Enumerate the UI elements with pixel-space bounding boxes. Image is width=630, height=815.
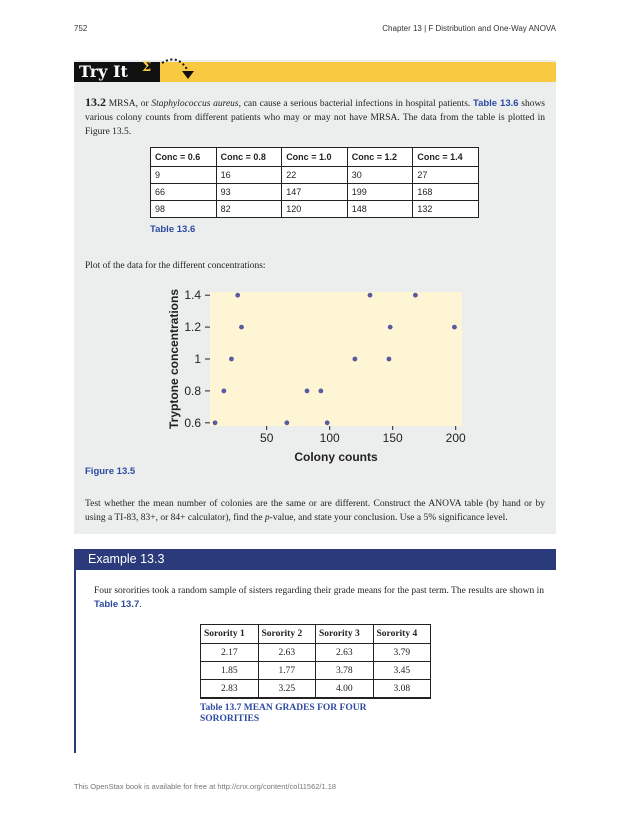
table-cell: 2.83 xyxy=(201,680,259,699)
table-cell: 120 xyxy=(282,201,348,218)
data-point xyxy=(452,325,457,330)
table-cell: 30 xyxy=(347,167,413,184)
exercise-italic: Staphylococcus aureus xyxy=(151,99,239,109)
table-row xyxy=(151,184,479,201)
data-point xyxy=(353,357,358,362)
example-text xyxy=(94,584,544,612)
data-point xyxy=(305,389,310,394)
footer-text: This OpenStax book is available for free at http://cnx.org/content/col11562/1.18 xyxy=(74,782,337,791)
table-cell: 168 xyxy=(413,184,479,201)
table-cell: 1.85 xyxy=(201,662,259,680)
x-tick-label: 150 xyxy=(382,431,403,445)
table-cell: 1.77 xyxy=(258,662,316,680)
data-point xyxy=(239,325,244,330)
table-13-7-link[interactable]: Table 13.7 xyxy=(94,599,140,610)
x-tick-label: 100 xyxy=(319,431,340,445)
table-cell: 3.08 xyxy=(373,680,431,699)
data-point xyxy=(235,293,240,298)
table-cell: 93 xyxy=(216,184,282,201)
table-13-6-caption: Table 13.6 xyxy=(150,224,196,235)
concentration-table xyxy=(150,147,479,218)
example-text-2: . xyxy=(139,600,142,610)
data-point xyxy=(388,325,393,330)
data-point xyxy=(221,389,226,394)
plot-area xyxy=(210,292,462,426)
table-cell: 2.63 xyxy=(316,644,374,662)
instructions-text-1: Test whether the mean number of colonies are the same or are different. Construct the ANOVA table (by hand or by using a TI-83, 83+, or 84+ calculator), find the xyxy=(85,499,545,523)
data-point xyxy=(213,420,218,425)
instructions-text-2: -value, and state your conclusion. Use a 5% significance level. xyxy=(269,513,508,523)
data-point xyxy=(284,420,289,425)
y-tick-label: 0.6 xyxy=(184,415,201,430)
table-cell: 132 xyxy=(413,201,479,218)
y-tick-label: 1.4 xyxy=(184,288,201,303)
exercise-text-1: MRSA, or xyxy=(106,99,152,109)
exercise-text xyxy=(85,95,545,139)
header-cell: Conc = 1.4 xyxy=(413,148,479,167)
figure-13-5-caption: Figure 13.5 xyxy=(85,466,136,477)
header-cell: Sorority 2 xyxy=(258,625,316,644)
header-cell: Sorority 4 xyxy=(373,625,431,644)
header-cell: Sorority 1 xyxy=(201,625,259,644)
scatter-chart xyxy=(160,282,470,467)
example-side-rule xyxy=(74,570,76,753)
table-cell: 66 xyxy=(151,184,217,201)
header-cell: Conc = 0.6 xyxy=(151,148,217,167)
example-title: Example 13.3 xyxy=(88,552,165,566)
exercise-number: 13.2 xyxy=(85,95,106,109)
exercise-text-2: , can cause a serious bacterial infections in hospital patients. xyxy=(238,99,473,109)
x-tick-label: 50 xyxy=(260,431,274,445)
sigma-icon: Σ xyxy=(142,60,152,75)
y-axis-label: Tryptone concentrations xyxy=(167,288,181,430)
x-tick-label: 200 xyxy=(445,431,466,445)
table-row xyxy=(151,201,479,218)
table-13-7-caption: Table 13.7 MEAN GRADES FOR FOUR SORORITIES xyxy=(200,703,367,724)
example-text-1: Four sororities took a random sample of sisters regarding their grade means for the past term. The results are shown in xyxy=(94,586,544,596)
header-cell: Conc = 1.2 xyxy=(347,148,413,167)
table-header-row xyxy=(201,625,431,644)
header-cell: Conc = 1.0 xyxy=(282,148,348,167)
table-cell: 27 xyxy=(413,167,479,184)
table-cell: 147 xyxy=(282,184,348,201)
dotted-arrow-icon xyxy=(160,55,200,81)
table-cell: 2.63 xyxy=(258,644,316,662)
y-tick-label: 1 xyxy=(194,352,201,366)
table-cell: 98 xyxy=(151,201,217,218)
table-cell: 3.79 xyxy=(373,644,431,662)
table-row xyxy=(201,680,431,699)
data-point xyxy=(368,293,373,298)
data-point xyxy=(325,420,330,425)
exercise-text-3: shows various colony counts from different patients who may or may not have MRSA. The data from the table is plotted in Figure 13.5. xyxy=(85,99,546,137)
table-header-row xyxy=(151,148,479,167)
table-cell: 148 xyxy=(347,201,413,218)
table-row xyxy=(201,644,431,662)
instructions-text xyxy=(85,497,545,525)
y-tick-label: 0.8 xyxy=(184,383,201,398)
header-cell: Sorority 3 xyxy=(316,625,374,644)
table-row xyxy=(151,167,479,184)
data-point xyxy=(387,357,392,362)
x-axis-label: Colony counts xyxy=(294,450,378,464)
data-point xyxy=(413,293,418,298)
table-cell: 199 xyxy=(347,184,413,201)
data-point xyxy=(229,357,234,362)
table-cell: 16 xyxy=(216,167,282,184)
table-cell: 9 xyxy=(151,167,217,184)
table-cell: 82 xyxy=(216,201,282,218)
table-cell: 2.17 xyxy=(201,644,259,662)
header-cell: Conc = 0.8 xyxy=(216,148,282,167)
page-number: 752 xyxy=(74,24,88,33)
chapter-title: Chapter 13 | F Distribution and One-Way ANOVA xyxy=(382,24,556,33)
sorority-table xyxy=(200,624,431,699)
plot-intro-text: Plot of the data for the different concentrations: xyxy=(85,261,266,271)
table-cell: 3.78 xyxy=(316,662,374,680)
instructions-italic: p xyxy=(264,513,270,523)
table-row xyxy=(201,662,431,680)
try-it-label: Try It xyxy=(74,62,160,82)
table-cell: 3.25 xyxy=(258,680,316,699)
table-13-6-link[interactable]: Table 13.6 xyxy=(472,98,519,109)
table-cell: 22 xyxy=(282,167,348,184)
y-tick-label: 1.2 xyxy=(184,320,201,335)
table-cell: 3.45 xyxy=(373,662,431,680)
data-point xyxy=(318,389,323,394)
table-cell: 4.00 xyxy=(316,680,374,699)
